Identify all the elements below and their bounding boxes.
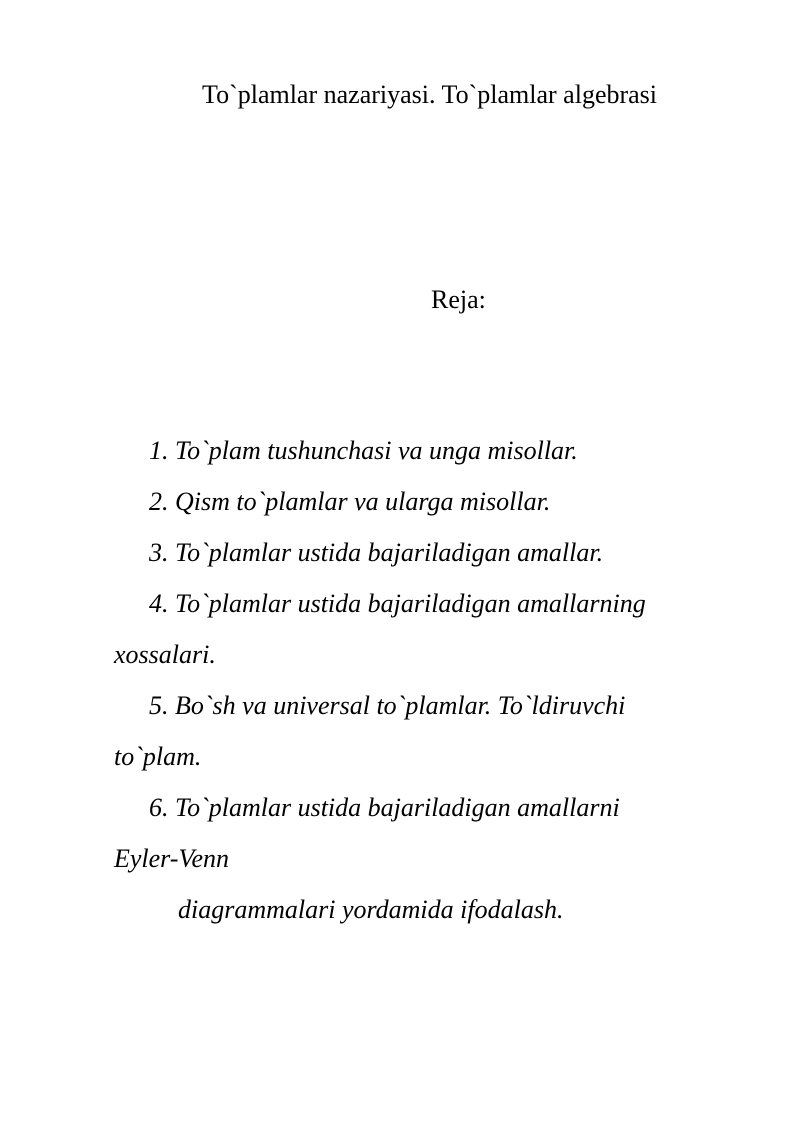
plan-line-6-continuation-2: diagrammalari yordamida ifodalash. (178, 895, 564, 924)
plan-line-4: 4. To`plamlar ustida bajariladigan amallarning (149, 589, 646, 618)
plan-line-6: 6. To`plamlar ustida bajariladigan amallarni (149, 793, 620, 822)
plan-line-2: 2. Qism to`plamlar va ularga misollar. (149, 487, 551, 516)
plan-line-4-continuation: xossalari. (114, 640, 216, 669)
plan-heading: Reja: (431, 285, 486, 314)
document-title: To`plamlar nazariyasi. To`plamlar algebrasi (202, 80, 658, 109)
plan-line-1: 1. To`plam tushunchasi va unga misollar. (149, 436, 578, 465)
plan-line-3: 3. To`plamlar ustida bajariladigan amallar. (149, 538, 604, 567)
plan-line-6-continuation: Eyler-Venn (114, 844, 229, 873)
plan-line-5: 5. Bo`sh va universal to`plamlar. To`ldiruvchi (149, 691, 626, 720)
plan-line-5-continuation: to`plam. (114, 742, 202, 771)
